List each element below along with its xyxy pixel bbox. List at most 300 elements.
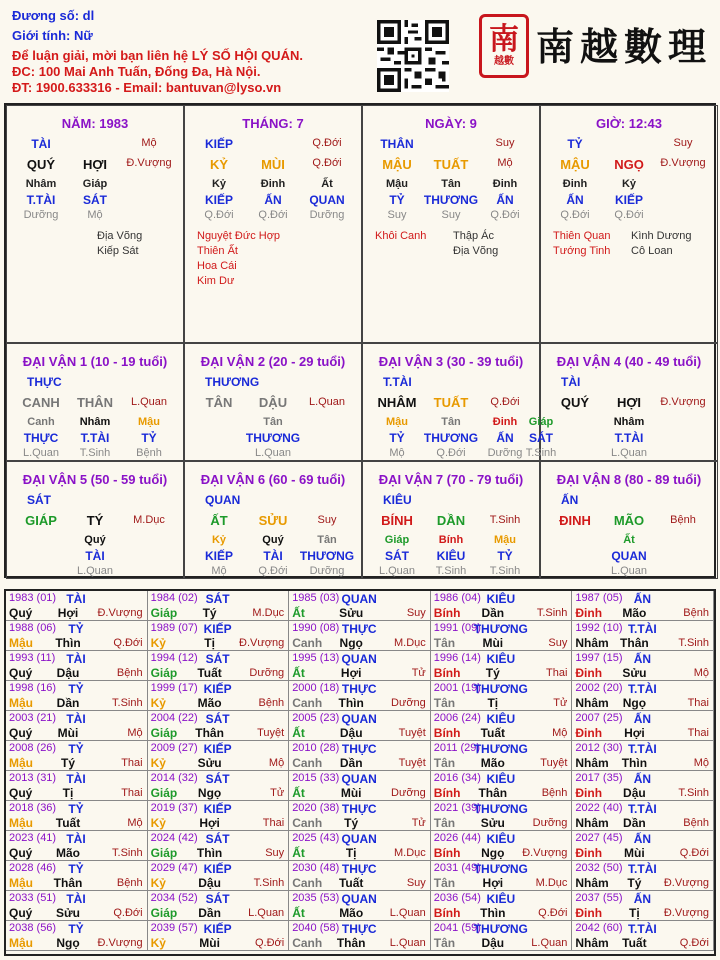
year-god: SÁT	[205, 652, 230, 666]
year-label: 2011 (29)	[433, 742, 481, 754]
year-status: Mộ	[693, 757, 709, 769]
year-cell	[6, 741, 148, 771]
hidden-god: THƯƠNG	[245, 431, 301, 445]
year-stem: Giáp	[150, 846, 178, 860]
year-god: TÀI	[66, 712, 86, 726]
year-label: 2031 (49)	[433, 862, 481, 874]
hidden-stem: Mậu	[386, 416, 408, 428]
year-god: QUAN	[341, 652, 377, 666]
pillar-god: THÂN	[380, 137, 414, 151]
dai-van-status: Bệnh	[670, 514, 696, 526]
year-table	[4, 589, 716, 956]
hidden-god: THƯƠNG	[423, 431, 479, 445]
hidden-stem: Ất	[623, 534, 635, 546]
year-status: T.Sinh	[253, 877, 285, 889]
dai-van-stem: CANH	[22, 395, 60, 410]
year-branch: Thìn	[55, 636, 81, 650]
year-label: 2027 (45)	[575, 832, 623, 844]
hidden-god: TỶ	[389, 193, 405, 207]
phone-email-line: ĐT: 1900.633316 - Email: bantuvan@lyso.vn	[12, 80, 282, 95]
pillar-cell	[184, 105, 362, 343]
hidden-stem: Mậu	[386, 178, 408, 190]
year-god: KIÊU	[486, 892, 516, 906]
star-right: Địa Võng	[453, 245, 499, 257]
year-god: KIẾP	[203, 862, 232, 876]
pillar-title: GIỜ: 12:43	[595, 116, 662, 131]
seal-stamp: 南 越數	[479, 14, 529, 78]
hidden-status: Q.Đới	[436, 447, 466, 459]
hidden-god: ẤN	[496, 193, 514, 207]
year-stem: Kỷ	[150, 816, 166, 830]
year-stem: Bính	[433, 906, 461, 920]
year-stem: Nhâm	[575, 876, 609, 890]
year-status: Q.Đới	[679, 937, 709, 949]
year-stem: Nhâm	[575, 756, 609, 770]
year-branch: Tị	[487, 696, 499, 710]
year-branch: Tuất	[480, 726, 506, 740]
year-status: Q.Đới	[113, 637, 143, 649]
hidden-stem: Nhâm	[25, 178, 57, 190]
year-label: 2035 (53)	[292, 892, 340, 904]
year-stem: Giáp	[150, 786, 178, 800]
year-god: QUAN	[341, 772, 377, 786]
hidden-god: ẤN	[496, 431, 514, 445]
star-left: Nguyệt Đức Hợp	[197, 230, 281, 242]
year-god: TỶ	[68, 862, 84, 876]
dai-van-branch: TUẤT	[433, 395, 469, 410]
year-branch: Mùi	[624, 846, 645, 860]
year-god: THỰC	[341, 862, 377, 876]
year-branch: Sửu	[622, 666, 647, 680]
year-status: L.Quan	[389, 937, 426, 949]
pillar-branch-status: Đ.Vượng	[660, 157, 706, 169]
year-stem: Quý	[9, 846, 33, 860]
star-left: Tướng Tinh	[553, 245, 611, 257]
star-left: Thiên Ất	[197, 245, 238, 257]
year-status: Bệnh	[541, 787, 568, 799]
year-god: T.TÀI	[628, 802, 657, 816]
dai-van-god: KIÊU	[383, 493, 412, 507]
year-god: ẤN	[633, 652, 652, 666]
year-god: TỶ	[68, 802, 84, 816]
hidden-god: KIẾP	[614, 193, 644, 207]
year-cell	[289, 621, 431, 651]
year-stem: Tân	[433, 696, 456, 710]
dai-van-status: L.Quan	[130, 396, 168, 408]
year-cell	[148, 741, 290, 771]
year-stem: Bính	[433, 726, 461, 740]
year-stem: Kỷ	[150, 636, 166, 650]
year-cell	[6, 711, 148, 741]
year-status: Thai	[545, 667, 568, 679]
year-label: 1994 (12)	[150, 652, 198, 664]
year-label: 2022 (40)	[575, 802, 623, 814]
year-label: 2012 (30)	[575, 742, 623, 754]
dai-van-cell	[6, 343, 184, 461]
year-label: 2005 (23)	[292, 712, 340, 724]
year-status: T.Sinh	[678, 637, 709, 649]
dai-van-cell	[525, 343, 718, 461]
year-god: KIÊU	[486, 712, 516, 726]
year-god: T.TÀI	[628, 862, 657, 876]
year-god: ẤN	[633, 892, 652, 906]
year-cell	[572, 891, 714, 921]
dai-van-god: T.TÀI	[383, 375, 412, 389]
year-branch: Tuất	[197, 666, 222, 680]
dai-van-status: Đ.Vượng	[660, 396, 706, 408]
year-god: TÀI	[66, 832, 86, 846]
year-cell	[431, 771, 573, 801]
star-right: Địa Võng	[97, 230, 143, 242]
year-status: Đ.Vượng	[97, 607, 143, 619]
hidden-stem: Nhâm	[79, 416, 111, 428]
dai-van-god: ẤN	[561, 493, 579, 507]
year-stem: Bính	[433, 606, 461, 620]
year-status: Suy	[548, 637, 568, 649]
year-god: THƯƠNG	[473, 922, 528, 936]
dai-van-status: T.Sinh	[489, 514, 521, 526]
year-label: 2002 (20)	[575, 682, 623, 694]
year-branch: Tị	[345, 846, 357, 860]
year-stem: Mậu	[9, 936, 33, 950]
year-stem: Nhâm	[575, 936, 609, 950]
year-stem: Tân	[433, 816, 456, 830]
year-cell	[572, 741, 714, 771]
year-god: TỶ	[68, 922, 84, 936]
year-branch: Dần	[623, 816, 646, 830]
year-label: 2042 (60)	[575, 922, 623, 934]
year-label: 1984 (02)	[150, 592, 198, 604]
year-branch: Mùi	[340, 786, 362, 800]
dai-van-status: Q.Đới	[490, 396, 520, 408]
year-label: 2009 (27)	[150, 742, 198, 754]
year-status: Tử	[553, 697, 568, 709]
hidden-status: Q.Đới	[258, 209, 288, 221]
hidden-god: T.TÀI	[614, 431, 644, 445]
year-stem: Canh	[292, 636, 323, 650]
hidden-god: KIÊU	[436, 549, 466, 563]
year-cell	[289, 831, 431, 861]
year-label: 2016 (34)	[433, 772, 481, 784]
dai-van-cell	[6, 461, 184, 579]
year-branch: Thân	[195, 726, 224, 740]
subject-name: Đương số: dl	[12, 8, 95, 23]
year-status: Q.Đới	[113, 907, 143, 919]
year-status: Mộ	[268, 757, 285, 769]
year-cell	[431, 741, 573, 771]
year-stem: Tân	[433, 756, 456, 770]
year-status: Tử	[411, 667, 426, 679]
hidden-god: THỰC	[23, 431, 59, 445]
year-label: 2039 (57)	[150, 922, 198, 934]
dai-van-stem: GIÁP	[25, 513, 57, 528]
year-label: 1990 (08)	[292, 622, 340, 634]
year-status: Bệnh	[258, 697, 285, 709]
year-label: 2026 (44)	[433, 832, 481, 844]
year-status: Bệnh	[116, 877, 143, 889]
pillar-status: Suy	[673, 137, 693, 149]
hidden-status: L.Quan	[76, 565, 114, 577]
year-god: TÀI	[66, 892, 86, 906]
star-left: Hoa Cái	[197, 260, 237, 272]
star-right: Kình Dương	[631, 230, 692, 242]
year-cell	[6, 681, 148, 711]
year-label: 1991 (09)	[433, 622, 481, 634]
year-cell	[6, 771, 148, 801]
hidden-status: Q.Đới	[614, 209, 644, 221]
dai-van-god: QUAN	[205, 493, 241, 507]
year-cell	[289, 651, 431, 681]
hidden-god: SÁT	[529, 431, 553, 445]
hidden-status: Q.Đới	[258, 565, 288, 577]
year-stem: Ất	[292, 726, 305, 740]
pillar-branch: NGỌ	[614, 157, 644, 172]
year-cell	[572, 861, 714, 891]
year-cell	[148, 621, 290, 651]
year-label: 2013 (31)	[9, 772, 57, 784]
year-branch: Thân	[478, 786, 508, 800]
year-stem: Tân	[433, 936, 456, 950]
year-stem: Mậu	[9, 756, 33, 770]
hidden-stem: Kỷ	[211, 534, 227, 546]
hidden-status: L.Quan	[378, 565, 416, 577]
pillar-stem: QUÝ	[26, 157, 56, 172]
year-status: Q.Đới	[254, 937, 285, 949]
dai-van-branch: DẦN	[436, 513, 466, 528]
year-cell	[431, 651, 573, 681]
year-stem: Quý	[9, 906, 33, 920]
year-label: 2007 (25)	[575, 712, 623, 724]
year-branch: Tị	[629, 906, 640, 920]
year-branch: Hợi	[482, 876, 504, 890]
year-cell	[6, 651, 148, 681]
dai-van-branch: MÃO	[613, 513, 645, 528]
year-god: THƯƠNG	[473, 682, 528, 696]
year-stem: Đinh	[575, 606, 603, 620]
year-stem: Canh	[292, 696, 323, 710]
pillar-branch: MÙI	[261, 157, 285, 172]
year-status: L.Quan	[389, 907, 426, 919]
year-cell	[289, 891, 431, 921]
year-cell	[289, 801, 431, 831]
hidden-god: THƯƠNG	[299, 549, 355, 563]
dai-van-status: Suy	[317, 514, 337, 526]
year-branch: Hợi	[199, 816, 220, 830]
year-cell	[148, 651, 290, 681]
year-status: Suy	[406, 877, 426, 889]
dai-van-title: ĐẠI VẬN 5 (50 - 59 tuổi)	[22, 472, 168, 487]
year-stem: Quý	[9, 786, 33, 800]
year-stem: Bính	[433, 786, 461, 800]
hidden-god: SÁT	[83, 193, 107, 207]
dai-van-stem: BÍNH	[381, 513, 413, 528]
hidden-stem: Ất	[321, 178, 333, 190]
dai-van-stem: TÂN	[205, 395, 233, 410]
year-cell	[6, 921, 148, 951]
pillar-god: TỶ	[567, 137, 583, 151]
year-branch: Ngọ	[197, 786, 222, 800]
year-label: 2038 (56)	[9, 922, 57, 934]
year-label: 2017 (35)	[575, 772, 623, 784]
year-stem: Canh	[292, 816, 323, 830]
year-branch: Dần	[198, 906, 221, 920]
year-status: Tử	[270, 787, 285, 799]
year-cell	[572, 921, 714, 951]
year-stem: Giáp	[150, 666, 178, 680]
dai-van-cell	[362, 343, 540, 461]
hidden-god: SÁT	[385, 549, 409, 563]
dai-van-title: ĐẠI VẬN 3 (30 - 39 tuổi)	[378, 354, 524, 369]
year-cell	[289, 771, 431, 801]
year-status: Mộ	[127, 727, 143, 739]
year-stem: Đinh	[575, 666, 603, 680]
year-cell	[572, 651, 714, 681]
year-cell	[431, 801, 573, 831]
hidden-status: Mộ	[87, 209, 103, 221]
year-branch: Dậu	[623, 786, 646, 800]
pillar-stem: KỶ	[209, 157, 229, 172]
hidden-status: Suy	[387, 209, 407, 221]
year-label: 2004 (22)	[150, 712, 198, 724]
header	[0, 0, 720, 100]
year-status: Đ.Vượng	[97, 937, 143, 949]
hidden-status: L.Quan	[22, 447, 60, 459]
star-right: Thập Ác	[453, 230, 494, 242]
year-stem: Ất	[292, 606, 305, 620]
year-status: Mộ	[552, 727, 568, 739]
hidden-god: TỶ	[141, 431, 157, 445]
year-branch: Tý	[627, 876, 642, 890]
pillar-branch-status: Mộ	[497, 157, 513, 169]
hidden-god: KIẾP	[204, 193, 234, 207]
year-label: 1995 (13)	[292, 652, 340, 664]
year-god: THỰC	[341, 742, 377, 756]
year-god: KIẾP	[203, 802, 232, 816]
dai-van-title: ĐẠI VẬN 8 (80 - 89 tuổi)	[556, 472, 702, 487]
year-cell	[431, 621, 573, 651]
hidden-status: Suy	[441, 209, 461, 221]
year-label: 1989 (07)	[150, 622, 198, 634]
year-god: T.TÀI	[628, 922, 657, 936]
year-branch: Hợi	[624, 726, 645, 740]
hidden-god: KIẾP	[204, 549, 234, 563]
year-branch: Tý	[60, 756, 76, 770]
qr-code-icon	[377, 20, 449, 92]
year-branch: Hợi	[57, 606, 79, 620]
address-line: ĐC: 100 Mai Anh Tuấn, Đống Đa, Hà Nội.	[12, 64, 261, 79]
year-god: T.TÀI	[628, 682, 657, 696]
year-label: 2037 (55)	[575, 892, 623, 904]
hidden-status: Dưỡng	[309, 565, 345, 577]
year-label: 1987 (05)	[575, 592, 623, 604]
hidden-stem: Tân	[441, 178, 461, 190]
hidden-status: T.Sinh	[435, 565, 467, 577]
year-god: SÁT	[205, 832, 230, 846]
year-stem: Đinh	[575, 786, 603, 800]
pillar-title: NĂM: 1983	[61, 116, 129, 131]
hidden-stem: Tân	[441, 416, 461, 428]
hidden-status: L.Quan	[610, 565, 648, 577]
year-god: TỶ	[68, 622, 84, 636]
dai-van-status: M.Dục	[133, 514, 165, 526]
year-stem: Nhâm	[575, 696, 609, 710]
year-stem: Kỷ	[150, 756, 166, 770]
year-label: 2001 (19)	[433, 682, 481, 694]
hidden-god: ẤN	[264, 193, 282, 207]
year-branch: Dậu	[481, 936, 505, 950]
year-stem: Kỷ	[150, 696, 166, 710]
star-right: Cô Loan	[631, 245, 673, 257]
dai-van-stem: ẤT	[210, 513, 228, 528]
year-branch: Dậu	[56, 666, 80, 680]
year-cell	[572, 801, 714, 831]
year-stem: Quý	[9, 726, 33, 740]
dai-van-branch: TÝ	[86, 513, 104, 528]
year-god: QUAN	[341, 892, 377, 906]
dai-van-branch: DẬU	[258, 395, 288, 410]
year-label: 2019 (37)	[150, 802, 198, 814]
year-cell	[148, 831, 290, 861]
year-label: 2041 (59)	[433, 922, 481, 934]
year-god: T.TÀI	[628, 742, 657, 756]
hidden-status: Dưỡng	[23, 209, 59, 221]
year-label: 2021 (39)	[433, 802, 481, 814]
year-god: THƯƠNG	[473, 622, 528, 636]
year-cell	[572, 621, 714, 651]
year-branch: Dần	[339, 756, 363, 770]
year-branch: Thân	[53, 876, 83, 890]
year-label: 2015 (33)	[292, 772, 340, 784]
dai-van-title: ĐẠI VẬN 6 (60 - 69 tuổi)	[200, 472, 346, 487]
year-god: TỶ	[68, 742, 84, 756]
hidden-stem: Nhâm	[613, 416, 645, 428]
hidden-god: THƯƠNG	[423, 193, 479, 207]
pillar-branch-status: Q.Đới	[312, 157, 342, 169]
year-stem: Canh	[292, 876, 323, 890]
year-god: KIẾP	[203, 742, 232, 756]
year-branch: Tuất	[55, 816, 81, 830]
year-stem: Đinh	[575, 726, 603, 740]
year-label: 1996 (14)	[433, 652, 481, 664]
year-branch: Thìn	[196, 846, 223, 860]
hidden-stem: Đinh	[492, 416, 518, 428]
year-status: Tuyệt	[398, 757, 426, 769]
year-cell	[572, 711, 714, 741]
year-status: Thai	[687, 697, 709, 709]
year-god: THỰC	[341, 802, 377, 816]
pillar-branch: TUẤT	[433, 157, 469, 172]
year-cell	[289, 591, 431, 621]
hidden-stem: Quý	[84, 534, 106, 546]
year-cell	[431, 681, 573, 711]
dai-van-stem: QUÝ	[560, 395, 590, 410]
hidden-status: T.Sinh	[525, 447, 557, 459]
year-branch: Mão	[197, 696, 222, 710]
year-stem: Nhâm	[575, 636, 609, 650]
year-god: ẤN	[633, 712, 652, 726]
year-god: KIÊU	[486, 652, 516, 666]
year-status: Bệnh	[683, 607, 709, 619]
year-label: 2020 (38)	[292, 802, 340, 814]
year-branch: Tý	[202, 606, 217, 620]
year-god: SÁT	[205, 772, 230, 786]
year-label: 2018 (36)	[9, 802, 57, 814]
year-stem: Tân	[433, 636, 456, 650]
pillar-god: TÀI	[31, 137, 51, 151]
hidden-status: Mộ	[389, 447, 405, 459]
year-stem: Ất	[292, 906, 305, 920]
hidden-stem: Quý	[262, 534, 284, 546]
